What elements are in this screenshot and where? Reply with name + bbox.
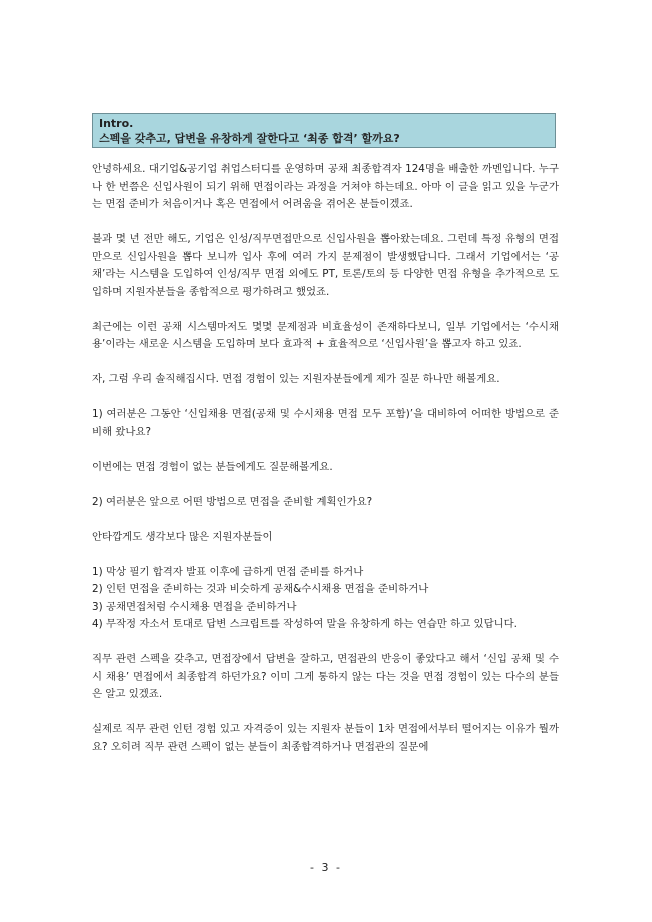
list-item: 1) 막상 필기 합격자 발표 이후에 급하게 면접 준비를 하거나 — [92, 565, 364, 578]
document-body — [92, 161, 559, 756]
paragraph: 안타깝게도 생각보다 많은 지원자분들이 — [92, 530, 273, 543]
paragraph: 실제로 직무 관련 인턴 경험 있고 자격증이 있는 지원자 분들이 1차 면접에서부터 떨어지는 이유가 뭘까요? 오히려 직무 관련 스펙이 없는 분들이 최종합격하거나 면접관의 질문에 — [92, 723, 559, 753]
intro-title: 스펙을 갖추고, 답변을 유창하게 잘한다고 ‘최종 합격’ 할까요? — [99, 132, 400, 145]
paragraph: 불과 몇 년 전만 해도, 기업은 인성/직무면접만으로 신입사원을 뽑아왔는데요. 그런데 특정 유형의 면접만으로 신입사원을 뽑다 보니까 입사 후에 여러 가지 문제점이 발생했답니다. 그래서 기업에서는 ‘공채’라는 시스템을 도입하여 인성/직무 면접 외에도 PT, 토론/토의 등 다양한 면접 유형을 추가적으로 도입하며 지원자분들을 종합적으로 평가하려고 했었죠. — [92, 233, 559, 298]
paragraph: 안녕하세요. 대기업&공기업 취업스터디를 운영하며 공채 최종합격자 124명을 배출한 까멘입니다. 누구나 한 번쯤은 신입사원이 되기 위해 면접이라는 과정을 거쳐야 하는데요. 아마 이 글을 읽고 있을 누군가는 면접 준비가 처음이거나 혹은 면접에서 어려움을 겪어온 분들이겠죠. — [92, 163, 559, 210]
question-2: 2) 여러분은 앞으로 어떤 방법으로 면접을 준비할 계획인가요? — [92, 495, 373, 508]
paragraph: 최근에는 이런 공채 시스템마저도 몇몇 문제점과 비효율성이 존재하다보니, 일부 기업에서는 ‘수시채용’이라는 새로운 시스템을 도입하며 보다 효과적 + 효율적으로 ‘신입사원’을 뽑고자 하고 있죠. — [92, 320, 559, 350]
paragraph: 자, 그럼 우리 솔직해집시다. 면접 경험이 있는 지원자분들에게 제가 질문 하나만 해볼게요. — [92, 373, 500, 385]
list-item: 3) 공채면접처럼 수시채용 면접을 준비하거나 — [92, 600, 297, 613]
paragraph: 직무 관련 스펙을 갖추고, 면접장에서 답변을 잘하고, 면접관의 반응이 좋았다고 해서 ‘신입 공채 및 수시 채용’ 면접에서 최종합격 하던가요? 이미 그게 통하지 않는 다는 것을 면접 경험이 있는 다수의 분들은 알고 있겠죠. — [92, 653, 559, 700]
intro-box — [92, 113, 556, 148]
list-item: 2) 인턴 면접을 준비하는 것과 비슷하게 공채&수시채용 면접을 준비하거나 — [92, 583, 429, 595]
intro-label: Intro. — [99, 117, 134, 130]
list-item: 4) 무작정 자소서 토대로 답변 스크립트를 작성하여 말을 유창하게 하는 연습만 하고 있답니다. — [92, 618, 517, 630]
question-1: 1) 여러분은 그동안 ‘신입채용 면접(공채 및 수시채용 면접 모두 포함)’을 대비하여 어떠한 방법으로 준비해 왔나요? — [92, 408, 559, 438]
paragraph: 이번에는 면접 경험이 없는 분들에게도 질문해볼게요. — [92, 460, 333, 473]
page-number: - 3 - — [310, 861, 342, 874]
